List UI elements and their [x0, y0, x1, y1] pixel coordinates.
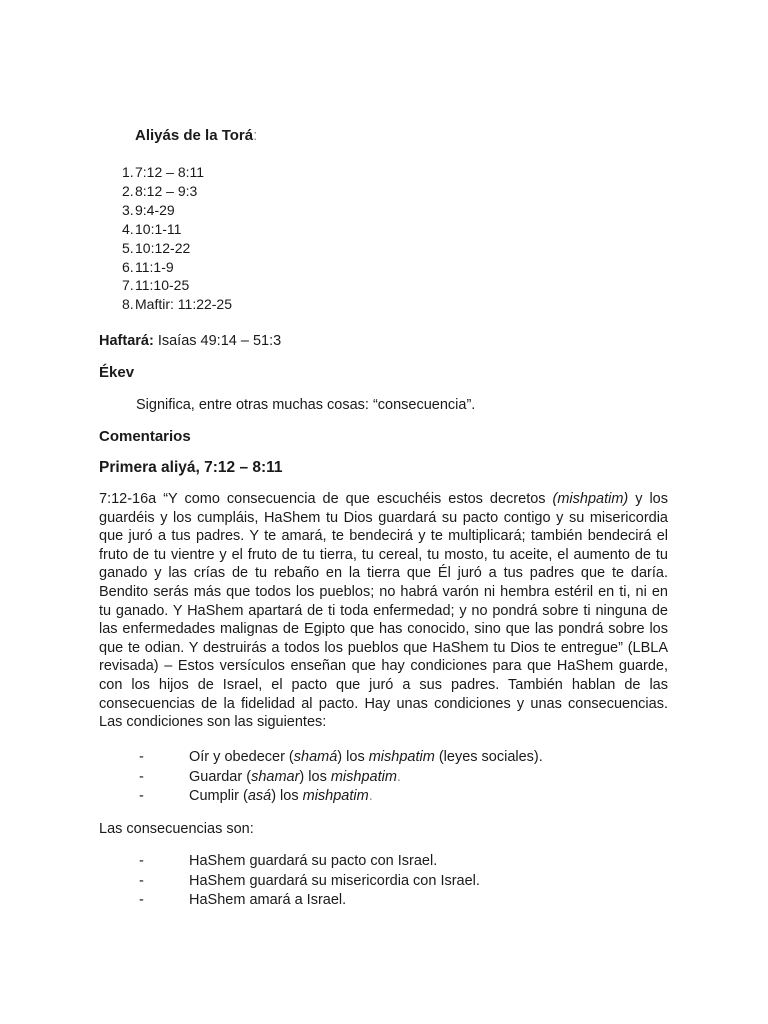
aliyas-title: Aliyás de la Torá: [135, 127, 254, 144]
list-item-number: 6.: [122, 258, 134, 275]
conditions-list: [139, 748, 543, 807]
list-item-number: 8.: [122, 296, 134, 313]
condition-term: shamar: [251, 768, 300, 785]
consequences-list: [139, 852, 480, 911]
list-item-number: 3.: [122, 201, 134, 218]
haftara-line: [99, 333, 281, 349]
list-item: [122, 239, 232, 258]
ekev-meaning: Significa, entre otras muchas cosas: “consecuencia”.: [136, 397, 476, 413]
paragraph-term-mishpatim: (mishpatim): [552, 491, 629, 507]
list-item-number: 7.: [122, 277, 134, 294]
condition-middle: ) los: [299, 768, 331, 785]
list-item: [139, 768, 543, 788]
list-item-number: 4.: [122, 220, 134, 237]
condition-term: shamá: [293, 749, 338, 765]
dash-bullet: -: [139, 749, 144, 765]
list-item: [139, 852, 480, 872]
dash-bullet: -: [139, 853, 144, 869]
list-item: [139, 748, 543, 768]
list-item: [122, 163, 232, 182]
list-item-number: 2.: [122, 182, 134, 199]
list-item: [122, 276, 232, 295]
ekev-heading: Ékev: [99, 364, 135, 381]
paragraph-text-part-2: y los guardéis y los cumpláis, HaShem tu Dios guardará su pacto contigo y su misericordia que juró a tus padres. Y te amará, te bendecirá y te multiplicará; también bendecirá el fruto de tu vientre y el fruto de tu tierra, tu cereal, tu mosto, tu aceite, el aumento de tu ganado y las crías de tu rebaño en la tierra que Él juró a tus padres que te daría. Bendito serás más que todos los pueblos; no habrá varón ni hembra estéril en ti, ni en tu ganado. Y HaShem apartará de ti toda enfermedad; y no pondrá sobre ti ninguna de las enfermedades malignas de Egipto que has conocido, sino que las pondrá sobre los que te odian. Y destruirás a todos los pueblos que HaShem tu Dios te entregue” (LBLA revisada) – Estos versículos enseñan que hay condiciones para que HaShem guarde, con los hijos de Israel, el pacto que juró a sus padres. También hablan de las consecuencias de la fidelidad al pacto. Hay unas condiciones y unas consecuencias. Las condiciones son las siguientes:: [99, 491, 668, 731]
list-item: [139, 891, 480, 911]
condition-term-2: mishpatim: [330, 768, 397, 785]
aliyas-heading: [135, 127, 257, 144]
condition-before: Guardar (: [189, 768, 252, 785]
condition-after: .: [368, 788, 373, 804]
list-item-reference: 7:12 – 8:11: [135, 164, 205, 180]
condition-term-2: mishpatim: [368, 749, 435, 765]
consequence-text: HaShem guardará su misericordia con Israel.: [189, 872, 480, 889]
condition-before: Oír y obedecer (: [189, 749, 294, 765]
consequences-intro: Las consecuencias son:: [99, 821, 254, 837]
condition-term-2: mishpatim: [302, 788, 369, 804]
dash-bullet: -: [139, 768, 144, 785]
list-item: [122, 201, 232, 220]
condition-term: asá: [247, 788, 272, 804]
list-item: [122, 220, 232, 239]
commentary-paragraph: [99, 490, 668, 732]
list-item-reference: 9:4-29: [135, 201, 175, 218]
condition-middle: ) los: [337, 749, 369, 765]
consequence-text: HaShem amará a Israel.: [189, 892, 347, 908]
aliyas-colon: :: [253, 127, 258, 144]
condition-before: Cumplir (: [189, 788, 248, 804]
list-item-reference: 11:1-9: [135, 258, 174, 275]
list-item: [122, 295, 232, 314]
list-item-number: 1.: [122, 164, 134, 180]
condition-middle: ) los: [271, 788, 303, 804]
list-item: [139, 787, 543, 807]
condition-after: (leyes sociales).: [434, 749, 543, 765]
condition-after: .: [396, 768, 401, 785]
dash-bullet: -: [139, 788, 144, 804]
list-item: [122, 182, 232, 201]
list-item: [139, 872, 480, 892]
list-item-reference: 10:12-22: [135, 239, 191, 256]
dash-bullet: -: [139, 892, 144, 908]
list-item-reference: 11:10-25: [135, 277, 190, 294]
haftara-value: Isaías 49:14 – 51:3: [153, 333, 282, 349]
list-item-reference: Maftir: 11:22-25: [135, 296, 233, 313]
comentarios-heading: Comentarios: [99, 428, 191, 445]
dash-bullet: -: [139, 872, 144, 889]
aliyas-list: [122, 163, 232, 314]
list-item-reference: 8:12 – 9:3: [135, 182, 198, 199]
primera-aliya-heading: Primera aliyá, 7:12 – 8:11: [99, 459, 283, 476]
paragraph-text-part-1: 7:12-16a “Y como consecuencia de que escuchéis estos decretos: [99, 491, 553, 507]
list-item-reference: 10:1-11: [135, 220, 182, 237]
haftara-label: Haftará:: [99, 333, 154, 349]
consequence-text: HaShem guardará su pacto con Israel.: [189, 853, 438, 869]
list-item: [122, 258, 232, 277]
list-item-number: 5.: [122, 239, 134, 256]
